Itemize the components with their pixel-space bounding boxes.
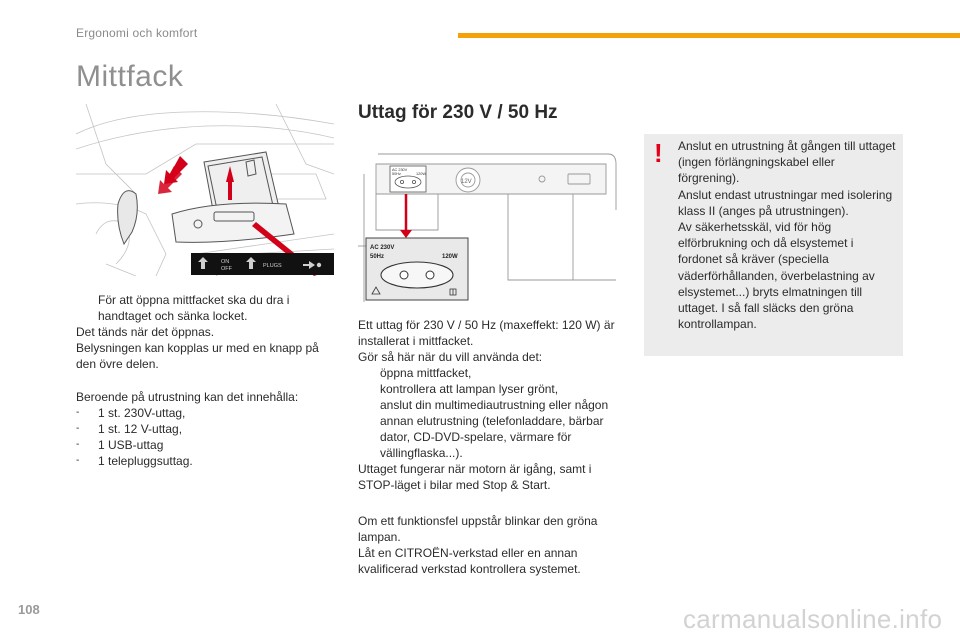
warning-line-3: Av säkerhetsskäl, vid för hög elförbrukning och då elsystemet i fordonet så kräver (speciella väderförhållanden, överbelastning av elsystemet...) bryts elmatningen till uttaget. I så fall släcks den gröna kontrollampan. xyxy=(678,220,875,332)
warning-icon: ! xyxy=(654,138,663,168)
socket-label-hz: 50Hz xyxy=(370,254,385,260)
header-accent-bar xyxy=(458,33,960,38)
light-switch-text: Belysningen kan kopplas ur med en knapp på den övre delen. xyxy=(76,341,319,371)
page-title: Mittfack xyxy=(76,60,184,93)
warning-line-1: Anslut en utrustning åt gången till uttaget (ingen förlängningskabel eller förgrening). xyxy=(678,139,896,186)
small-label-2: 50Hz xyxy=(392,172,401,176)
console-illustration xyxy=(76,104,334,276)
bullet-item: öppna mittfacket, xyxy=(380,366,472,380)
bullet-item: kontrollera att lampan lyser grönt, xyxy=(380,382,559,396)
left-column-text-2 xyxy=(76,389,334,469)
open-instruction: För att öppna mittfacket ska du dra i handtaget och sänka locket. xyxy=(98,293,290,323)
list-item: - 1 USB-uttag xyxy=(76,438,164,452)
socket-description: Ett uttag för 230 V / 50 Hz (maxeffekt: 120 W) är installerat i mittfacket. xyxy=(358,318,615,348)
socket-label-ac: AC 230V xyxy=(370,245,395,251)
light-text: Det tänds när det öppnas. xyxy=(76,325,215,339)
socket-label-watt: 120W xyxy=(442,254,458,260)
arrow-up-icon xyxy=(198,257,208,269)
list-item: - 1 st. 12 V-uttag, xyxy=(76,422,183,436)
arrow-up-icon xyxy=(246,257,256,269)
small-label-3: 120W xyxy=(416,172,426,176)
malfunction-text: Om ett funktionsfel uppstår blinkar den gröna lampan. xyxy=(358,514,598,544)
page-number: 108 xyxy=(18,602,40,617)
small-label-1: AC 230V xyxy=(392,168,408,172)
header-section-title: Ergonomi och komfort xyxy=(76,26,198,40)
contents-intro: Beroende på utrustning kan det innehålla: xyxy=(76,390,299,404)
socket-illustration xyxy=(358,150,620,302)
socket-outlet xyxy=(381,262,453,288)
bullet-item: anslut din multimediautrustning eller någon annan elutrustning (telefonladdare, bärbar dator, CD-DVD-spelare, värmare för vällingflaska...). xyxy=(380,398,609,460)
outlet-12v-label: 12V xyxy=(461,179,472,185)
socket-drawing xyxy=(358,150,620,302)
label-on: ON xyxy=(221,259,230,265)
warning-text xyxy=(678,138,896,332)
workshop-text: Låt en CITROËN-verkstad eller en annan kvalificerad verkstad kontrollera systemet. xyxy=(358,546,581,576)
watermark: carmanualsonline.info xyxy=(683,604,943,634)
left-column-text-1 xyxy=(76,292,334,372)
warning-line-2: Anslut endast utrustningar med isolering klass II (anges på utrustningen). xyxy=(678,187,893,218)
list-item: - 1 st. 230V-uttag, xyxy=(76,406,186,420)
label-plugs: PLUGS xyxy=(263,263,282,269)
operating-condition: Uttaget fungerar när motorn är igång, samt i STOP-läget i bilar med Stop & Start. xyxy=(358,462,592,492)
bullet-item xyxy=(76,292,334,324)
usb-icon xyxy=(303,261,315,269)
section-title: Uttag för 230 V / 50 Hz xyxy=(358,102,558,123)
socket-pin-hole xyxy=(400,271,408,279)
label-off: OFF xyxy=(221,266,232,272)
middle-column-text-1 xyxy=(358,317,623,493)
usage-intro: Gör så här när du vill använda det: xyxy=(358,350,543,364)
middle-column-text-2 xyxy=(358,513,603,577)
socket-pin-hole xyxy=(426,271,434,279)
console-drawing xyxy=(76,104,334,276)
list-item: - 1 telepluggsuttag. xyxy=(76,454,193,468)
control-strip xyxy=(191,253,334,275)
